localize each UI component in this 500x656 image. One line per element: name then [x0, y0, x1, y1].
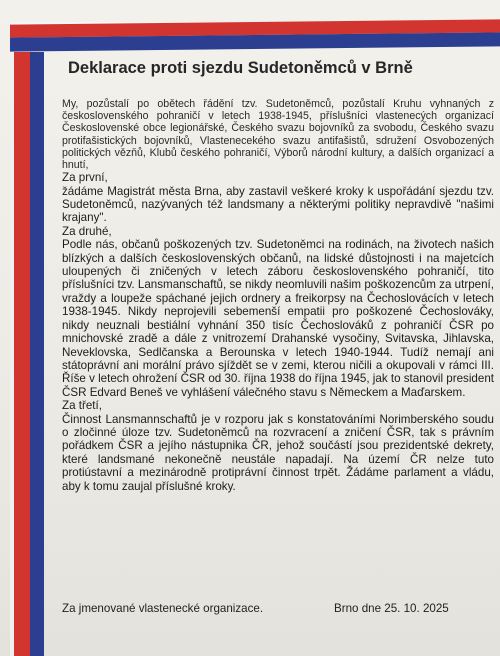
document-title: Deklarace proti sjezdu Sudetoněmců v Brně	[68, 59, 413, 77]
flag-stripe-left-blue	[30, 52, 44, 656]
section-text-first: žádáme Magistrát města Brna, aby zastavil veškeré kroky k uspořádání sjezdu tzv. Sudetoněmců, nazývaných též landsmany a některými politiky nepravdivě "našimi krajany".	[62, 184, 494, 225]
section-heading-second: Za druhé,	[62, 224, 112, 238]
section-text-third: Činnost Lansmannschaftů je v rozporu jak s konstatováními Norimberského soudu o zločinné úloze tzv. Sudetoněmců na rozvracení a zničení ČSR, tak s právním pořádkem ČSR a jejího nástupnika ČR, jehož součástí jsou prezidentské dekrety, které landsmané nekonečně neustále napadají. Na území ČR nelze tuto protiústavní a mezinárodně protiprávní činnost trpět. Žádáme parlament a vládu, aby k tomu zaujal příslušné kroky.	[62, 412, 494, 493]
section-heading-third: Za třetí,	[62, 399, 102, 413]
flag-stripe-left-red	[14, 52, 30, 656]
place-date: Brno dne 25. 10. 2025	[334, 602, 449, 615]
section-heading-first: Za první,	[62, 171, 108, 185]
signature-line: Za jmenované vlastenecké organizace.	[62, 602, 264, 615]
intro-paragraph: My, pozůstalí po obětech řádění tzv. Sudetoněmců, pozůstalí Kruhu vyhnaných z československého pohraničí v letech 1938-1945, příslušníci vlastenecých organizací Československé obce legionářské, Českého svazu bojovníků za svobodu, Českého svazu protifašistických bojovníků, Vlastenecekého svazu antifašistů, sdružení Osvobozených politických vězňů, Klubů českého pohraničí, Výborů národní kultury, a dalších organizací a hnutí,	[62, 98, 494, 172]
section-text-second: Podle nás, občanů poškozených tzv. Sudetoněmci na rodinách, na životech našich blízkých a dalších československých občanů, na lidské důstojnosti i na majetcích uloupených či zničených v letech záboru československého pohraničí, tito příslušníci tzv. Lansmanschaftů, se nikdy neomluvili našim poškozencům za utrpení, vraždy a loupeže spáchané jejich ordnery a freikorpsy na Čechoslovácích v letech 1938-1945. Nikdy neprojevili sebemenší empatii pro poškozené Čechoslováky, nikdy neuznali bestiální vyhnání 350 tisíc Čechoslováků z pohraničí ČSR po mnichovské zradě a dále z vnitrozemí Drahanské vysočiny, Svitavska, Jihlavska, Neveklovska, Sedlčanska a Berounska v letech 1940-1944. Tudíž nemají ani státoprávní ani morální právo sjíždět se v zemi, kterou ničili a okupovali v rámci III. Říše v letech ohrožení ČSR od 30. října 1938 do října 1945, jak to stanovil president ČSR Edvard Beneš ve vyhlášení válečného stavu s Německem a Maďarskem.	[62, 238, 494, 399]
document-body	[62, 58, 494, 493]
